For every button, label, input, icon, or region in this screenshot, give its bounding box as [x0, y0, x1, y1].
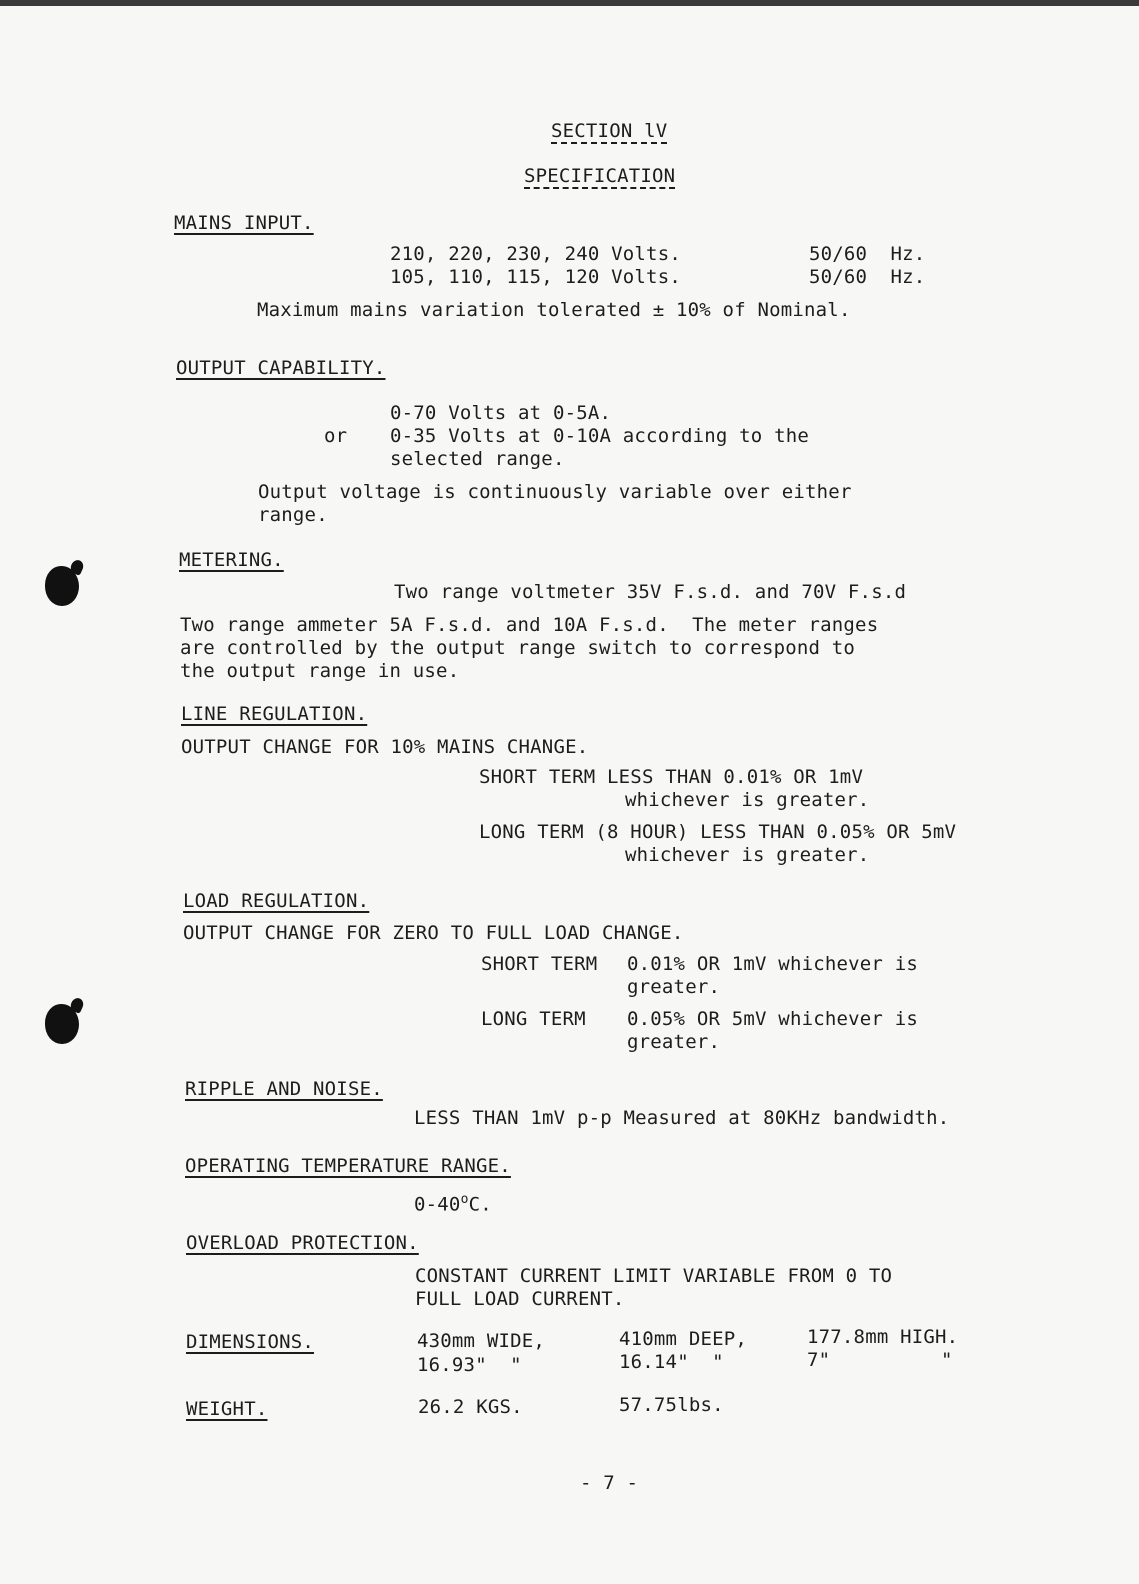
dimension-depth-mm: 410mm DEEP,: [619, 1328, 748, 1350]
dimension-height-in: 7": [807, 1349, 831, 1371]
metering-ammeter: Two range ammeter 5A F.s.d. and 10A F.s.d. The meter ranges: [180, 614, 879, 636]
section-heading: SECTION lV: [551, 120, 668, 142]
page-title: SPECIFICATION: [524, 165, 676, 187]
ripple-value: LESS THAN 1mV p-p Measured at 80KHz bandwidth.: [414, 1107, 950, 1129]
ripple-heading: RIPPLE AND NOISE.: [185, 1078, 383, 1100]
mains-input-heading: MAINS INPUT.: [174, 212, 314, 234]
dimension-depth-in: 16.14" ": [619, 1351, 724, 1373]
load-regulation-short: 0.01% OR 1mV whichever is: [627, 953, 918, 975]
load-regulation-short-2: greater.: [627, 976, 721, 998]
output-range-70v: 0-70 Volts at 0-5A.: [390, 402, 612, 424]
dimension-height-ditto: ": [941, 1349, 953, 1371]
output-variable-text-2: range.: [258, 504, 328, 526]
mains-variation: Maximum mains variation tolerated ± 10% of Nominal.: [257, 299, 851, 321]
mains-hz-low: 50/60 Hz.: [809, 266, 926, 288]
dimension-width-in: 16.93" ": [417, 1354, 522, 1376]
mains-volts-low: 105, 110, 115, 120 Volts.: [390, 266, 681, 288]
mains-volts-high: 210, 220, 230, 240 Volts.: [390, 243, 681, 265]
weight-heading: WEIGHT.: [186, 1398, 268, 1420]
scan-top-edge: [0, 0, 1139, 6]
load-regulation-long: 0.05% OR 5mV whichever is: [627, 1008, 918, 1030]
overload-line: CONSTANT CURRENT LIMIT VARIABLE FROM 0 TO: [415, 1265, 893, 1287]
load-regulation-long-label: LONG TERM: [481, 1008, 586, 1030]
load-regulation-heading: LOAD REGULATION.: [183, 890, 370, 912]
load-regulation-sub: OUTPUT CHANGE FOR ZERO TO FULL LOAD CHANGE.: [183, 922, 684, 944]
output-or: or: [324, 425, 348, 447]
output-range-35v: 0-35 Volts at 0-10A according to the: [390, 425, 810, 447]
dimensions-heading: DIMENSIONS.: [186, 1331, 315, 1353]
temperature-value: 0-40$^o$C.: [414, 1192, 492, 1216]
dimension-width-mm: 430mm WIDE,: [417, 1330, 546, 1352]
line-regulation-sub: OUTPUT CHANGE FOR 10% MAINS CHANGE.: [181, 736, 589, 758]
dimension-height-mm: 177.8mm HIGH.: [807, 1326, 959, 1348]
overload-heading: OVERLOAD PROTECTION.: [186, 1232, 419, 1254]
weight-lbs: 57.75lbs.: [619, 1394, 724, 1416]
line-regulation-long: LONG TERM (8 HOUR) LESS THAN 0.05% OR 5mV: [479, 821, 957, 843]
line-regulation-short-2: whichever is greater.: [625, 789, 870, 811]
line-regulation-short: SHORT TERM LESS THAN 0.01% OR 1mV: [479, 766, 864, 788]
output-capability-heading: OUTPUT CAPABILITY.: [176, 357, 386, 379]
metering-ammeter-2: are controlled by the output range switch to correspond to: [180, 637, 856, 659]
metering-ammeter-3: the output range in use.: [180, 660, 460, 682]
punch-hole: [45, 1004, 79, 1044]
metering-heading: METERING.: [179, 549, 284, 571]
temperature-heading: OPERATING TEMPERATURE RANGE.: [185, 1155, 511, 1177]
page-number: - 7 -: [580, 1472, 639, 1494]
output-variable-text: Output voltage is continuously variable over either: [258, 481, 852, 503]
overload-line-2: FULL LOAD CURRENT.: [415, 1288, 625, 1310]
output-range-note: selected range.: [390, 448, 565, 470]
load-regulation-short-label: SHORT TERM: [481, 953, 598, 975]
load-regulation-long-2: greater.: [627, 1031, 721, 1053]
punch-hole: [45, 566, 79, 606]
weight-kgs: 26.2 KGS.: [418, 1396, 523, 1418]
line-regulation-heading: LINE REGULATION.: [181, 703, 368, 725]
mains-hz-high: 50/60 Hz.: [809, 243, 926, 265]
line-regulation-long-2: whichever is greater.: [625, 844, 870, 866]
metering-voltmeter: Two range voltmeter 35V F.s.d. and 70V F.s.d: [394, 581, 907, 603]
